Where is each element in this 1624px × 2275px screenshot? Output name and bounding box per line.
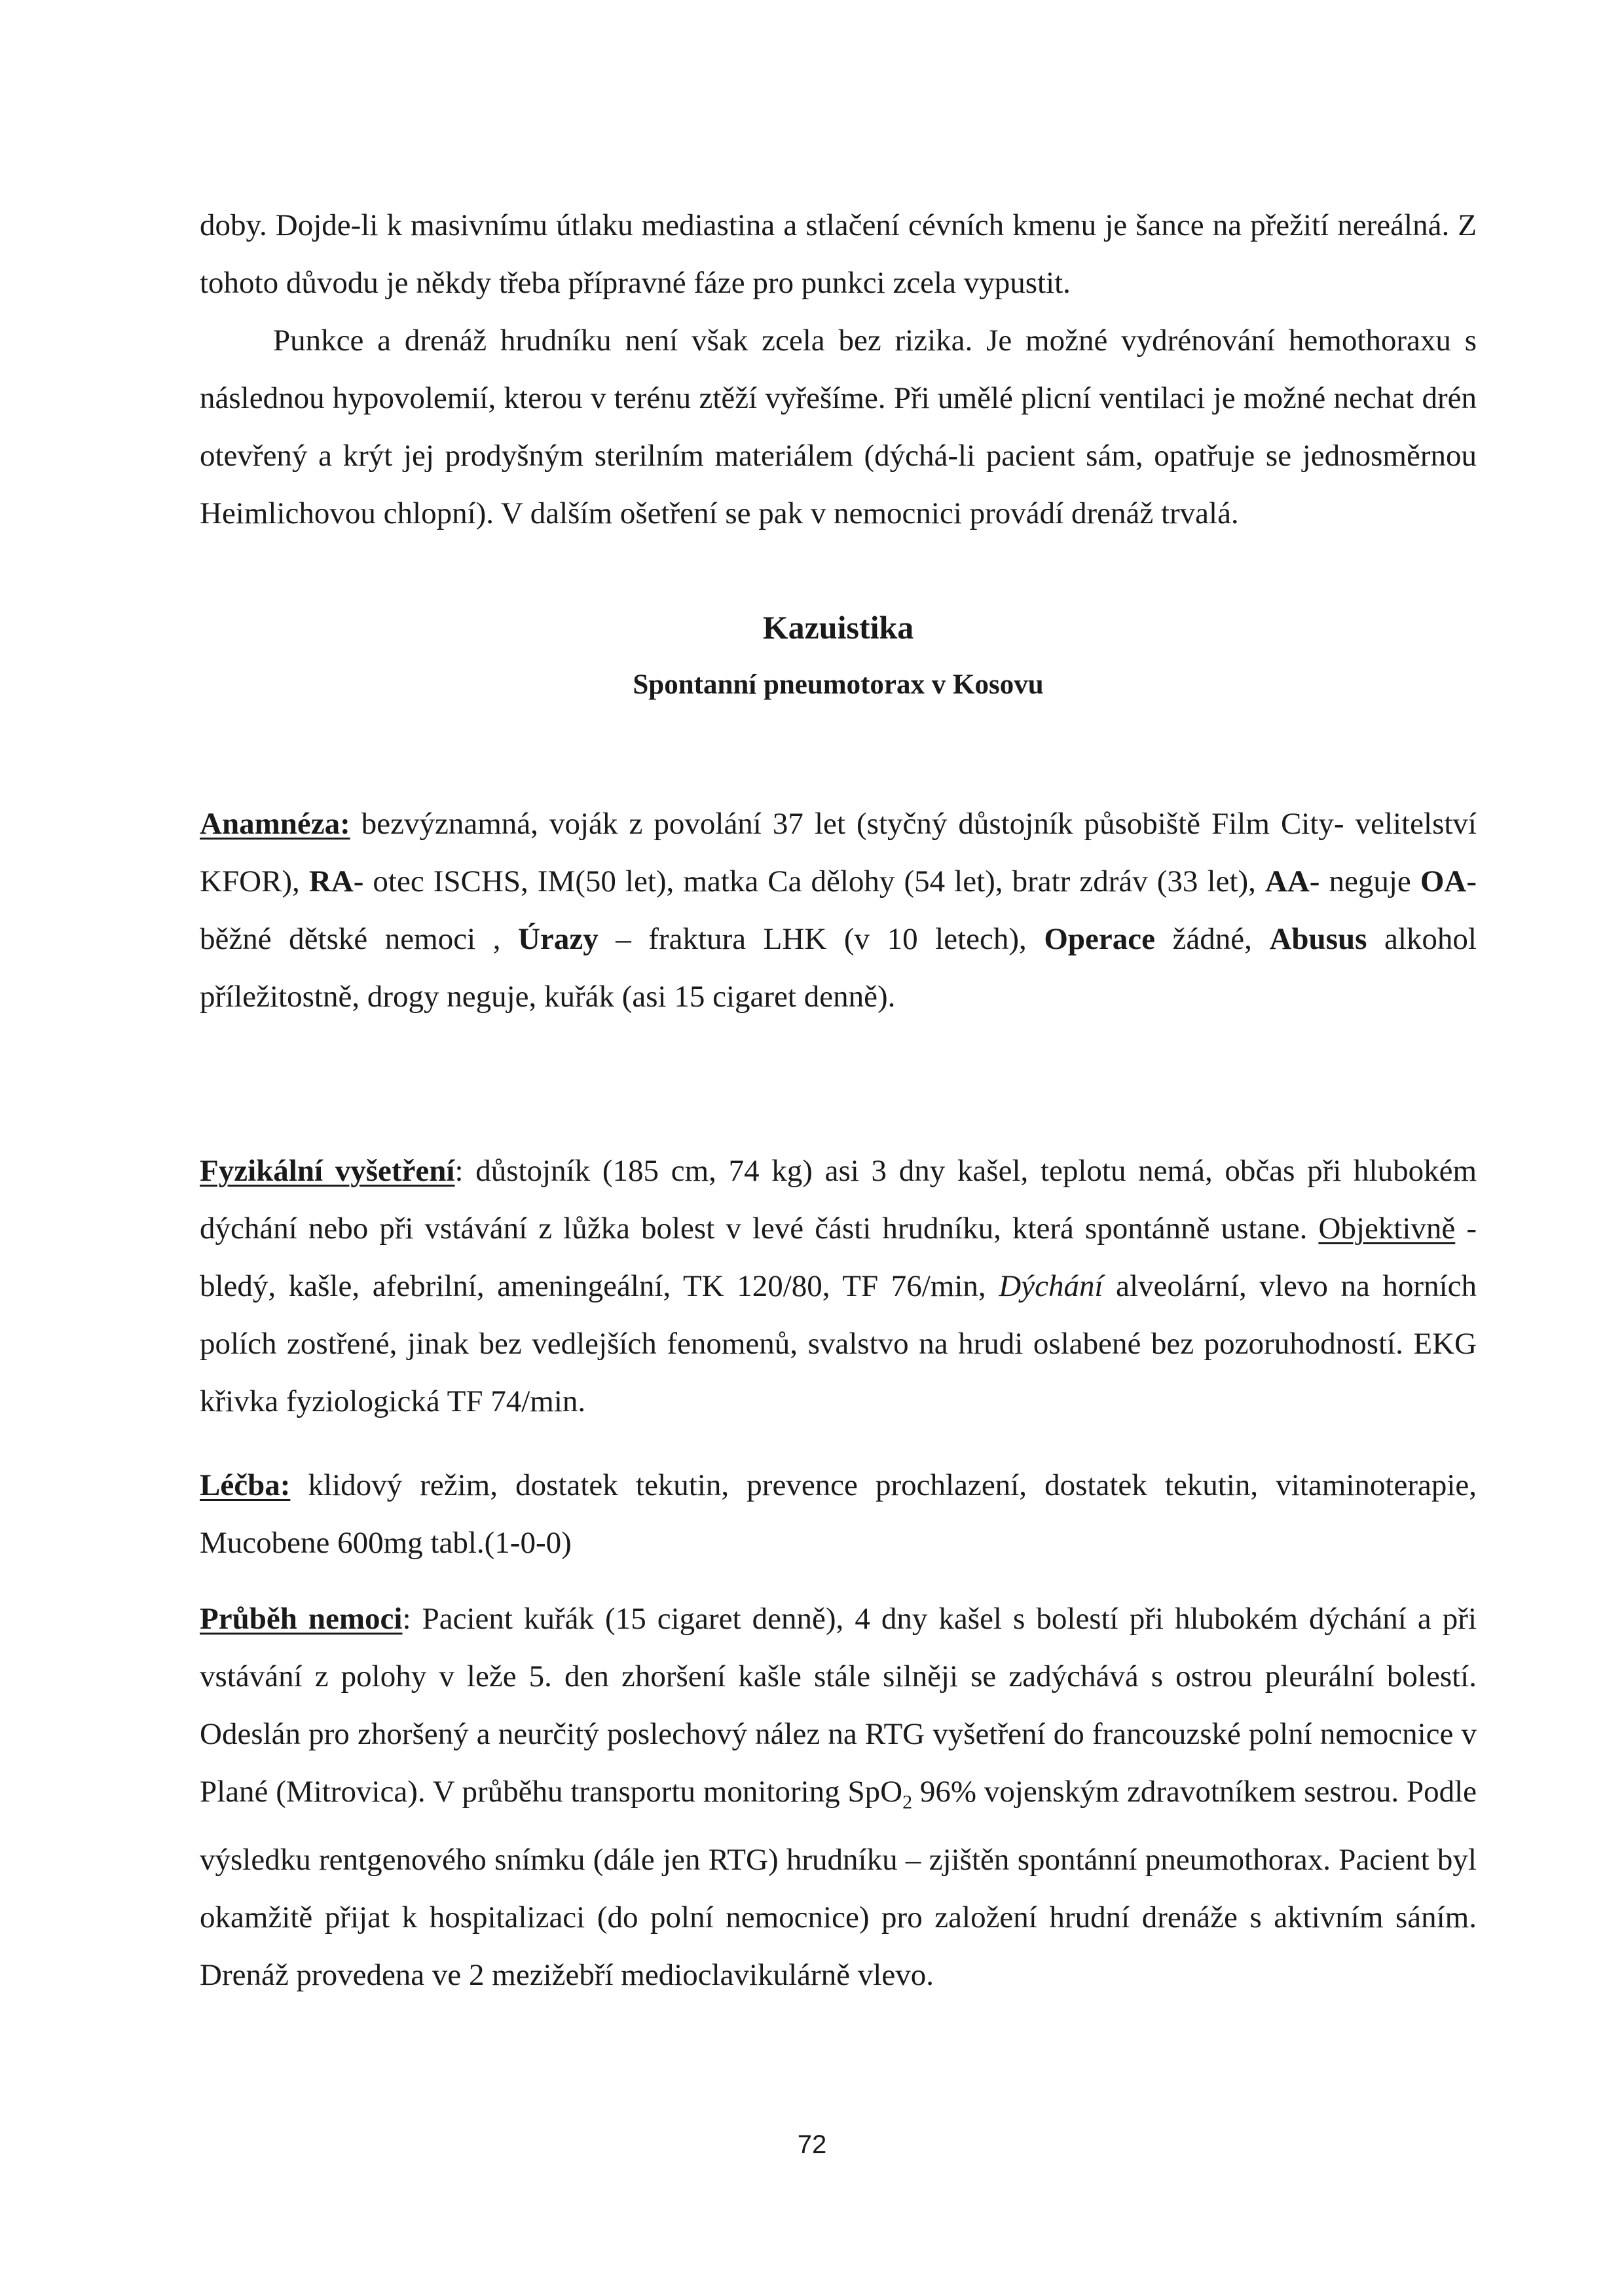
abusus-label: Abusus (1269, 922, 1367, 956)
anamneza-text-1: bezvýznamná, voják z povolání 37 let (styčný důstojník působiště Film City- velitelství KFOR), (200, 807, 1477, 898)
anamneza-text-4: běžné dětské nemoci , (200, 922, 519, 956)
lecba-paragraph (200, 1456, 1477, 1572)
anamneza-text-7: alkohol příležitostně, drogy neguje, kuřák (asi 15 cigaret denně). (200, 922, 1477, 1014)
anamneza-paragraph (200, 795, 1477, 1026)
fyzikalni-text-3: alveolární, vlevo na horních polích zostřené, jinak bez vedlejších fenomenů, svalstvo na hrudi oslabené bez pozoruhodností. EKG křivka fyziologická TF 74/min. (200, 1269, 1477, 1418)
anamneza-label: Anamnéza: (200, 807, 350, 841)
oa-label: OA- (1420, 864, 1477, 898)
dychani-label: Dýchání (999, 1269, 1103, 1303)
anamneza-text-5: – fraktura LHK (v 10 letech), (598, 922, 1044, 956)
case-title: Kazuistika (762, 609, 914, 646)
anamneza-text-6: žádné, (1154, 922, 1270, 956)
fyzikalni-text-1: : důstojník (185 cm, 74 kg) asi 3 dny kašel, teplotu nemá, občas při hlubokém dýchání nebo při vstávání z lůžka bolest v levé části hrudníku, která spontánně ustane. (200, 1154, 1477, 1246)
prubeh-text-2: 96% vojenským zdravotníkem sestrou. Podle výsledku rentgenového snímku (dále jen RTG) hrudníku – zjištěn spontánní pneumothorax. Pacient byl okamžitě přijat k hospitalizaci (do polní nemocnice) pro založení hrudní drenáže s aktivním sáním. Drenáž provedena ve 2 mezižebří medioclavikulárně vlevo. (200, 1775, 1477, 1993)
lecba-label: Léčba: (200, 1468, 291, 1502)
lecba-text: klidový režim, dostatek tekutin, prevence prochlazení, dostatek tekutin, vitaminoterapie, Mucobene 600mg tabl.(1-0-0) (200, 1468, 1477, 1560)
fyzikalni-paragraph (200, 1142, 1477, 1430)
ra-label: RA- (308, 864, 364, 898)
objektivne-label: Objektivně (1318, 1211, 1456, 1246)
page-number: 72 (797, 2130, 827, 2159)
fyzikalni-label: Fyzikální vyšetření (200, 1154, 455, 1188)
aa-label: AA- (1264, 864, 1320, 898)
anamneza-text-3: neguje (1320, 864, 1420, 898)
spo2-subscript: 2 (902, 1791, 913, 1813)
intro-paragraph-1: doby. Dojde-li k masivnímu útlaku mediastina a stlačení cévních kmenu je šance na přežití nereálná. Z tohoto důvodu je někdy třeba přípravné fáze pro punkci zcela vypustit. (200, 208, 1477, 300)
anamneza-text-2: otec ISCHS, IM(50 let), matka Ca dělohy (54 let), bratr zdráv (33 let), (363, 864, 1265, 898)
fyzikalni-text-2: - bledý, kašle, afebrilní, ameningeální, TK 120/80, TF 76/min, (200, 1211, 1477, 1303)
operace-label: Operace (1044, 922, 1155, 956)
prubeh-text-1: : Pacient kuřák (15 cigaret denně), 4 dny kašel s bolestí při hlubokém dýchání a při vstávání z polohy v leže 5. den zhoršení kašle stále silněji se zadýchává s ostrou pleurální bolestí. Odeslán pro zhoršený a neurčitý poslechový nález na RTG vyšetření do francouzské polní nemocnice v Plané (Mitrovica). V průběhu transportu monitoring SpO (200, 1602, 1477, 1809)
document-page (200, 196, 1477, 2004)
prubeh-paragraph (200, 1590, 1477, 2004)
prubeh-label: Průběh nemoci (200, 1602, 403, 1636)
urazy-label: Úrazy (518, 922, 599, 956)
intro-paragraph-2: Punkce a drenáž hrudníku není však zcela bez rizika. Je možné vydrénování hemothoraxu s následnou hypovolemií, kterou v terénu ztěží vyřešíme. Při umělé plicní ventilaci je možné nechat drén otevřený a krýt jej prodyšným sterilním materiálem (dýchá-li pacient sám, opatřuje se jednosměrnou Heimlichovou chlopní). V dalším ošetření se pak v nemocnici provádí drenáž trvalá. (200, 324, 1477, 530)
case-subtitle: Spontanní pneumotorax v Kosovu (633, 669, 1044, 700)
